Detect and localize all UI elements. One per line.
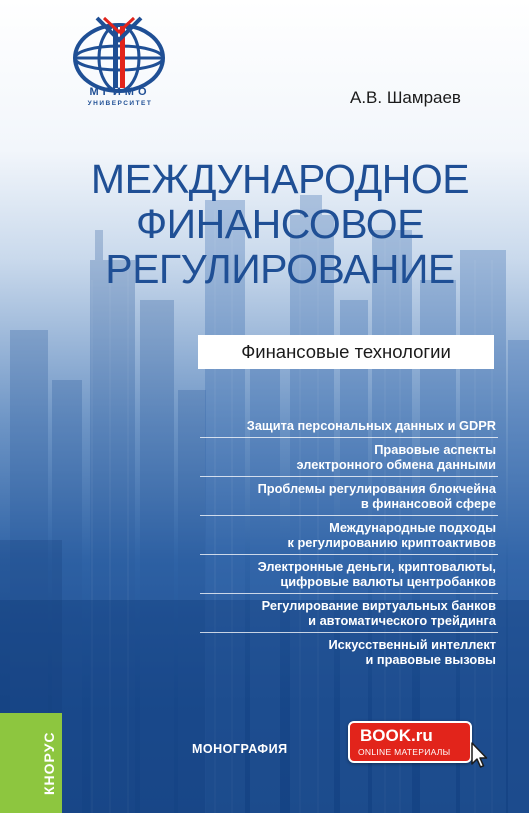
topic-item: Электронные деньги, криптовалюты, цифровые валюты центробанков xyxy=(200,554,498,593)
side-strip-shade xyxy=(0,540,62,713)
topic-item: Регулирование виртуальных банков и автоматического трейдинга xyxy=(200,593,498,632)
title-line-2: ФИНАНСОВОЕ xyxy=(135,201,425,247)
title-line-3: РЕГУЛИРОВАНИЕ xyxy=(105,246,455,292)
book-subtitle: Финансовые технологии xyxy=(198,335,494,369)
publisher-name: КНОРУС xyxy=(41,731,57,795)
bookru-title: BOOK.ru xyxy=(360,726,433,745)
logo-subname: УНИВЕРСИТЕТ xyxy=(87,100,153,107)
title-line-1: МЕЖДУНАРОДНОЕ xyxy=(90,156,470,202)
bookru-badge[interactable] xyxy=(348,721,472,763)
book-title xyxy=(40,157,520,292)
topic-item: Правовые аспекты электронного обмена данными xyxy=(200,437,498,476)
topics-list xyxy=(200,414,498,671)
genre-label: МОНОГРАФИЯ xyxy=(192,742,288,756)
topic-item: Проблемы регулирования блокчейна в финансовой сфере xyxy=(200,476,498,515)
globe-logo-icon xyxy=(64,14,174,124)
bookru-subtitle: ONLINE МАТЕРИАЛЫ xyxy=(358,747,451,757)
topic-item: Искусственный интеллект и правовые вызовы xyxy=(200,632,498,671)
topic-item: Международные подходы к регулированию криптоактивов xyxy=(200,515,498,554)
logo-name: МГИМО xyxy=(89,86,151,98)
mouse-pointer-icon xyxy=(470,742,488,770)
topic-item: Защита персональных данных и GDPR xyxy=(246,418,496,433)
author-name: А.В. Шамраев xyxy=(350,88,461,107)
